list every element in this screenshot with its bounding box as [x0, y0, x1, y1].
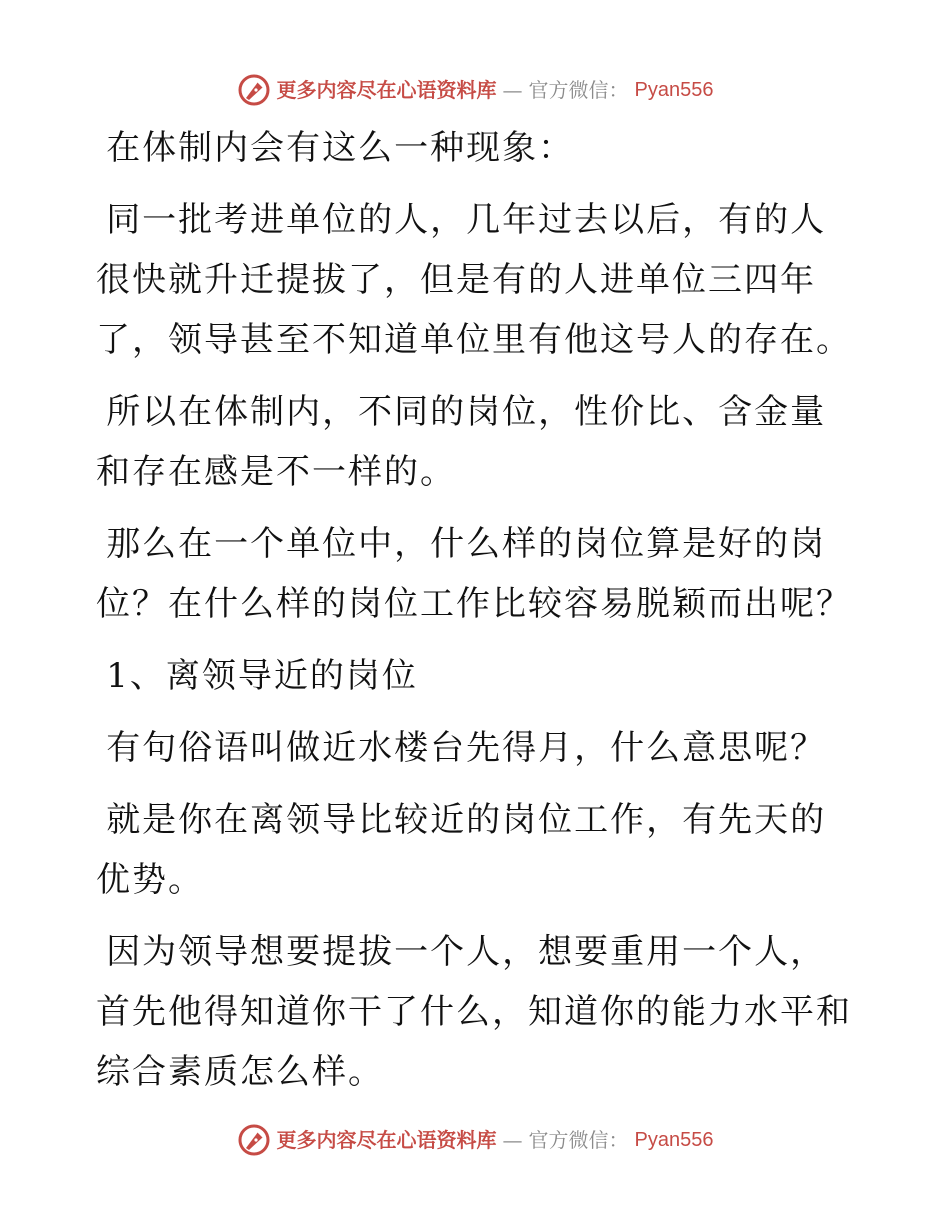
paragraph-6: 就是你在离领导比较近的岗位工作，有先天的优势。: [96, 800, 827, 900]
pen-nib-logo-icon: [237, 1123, 271, 1157]
document-body: [96, 118, 856, 1102]
header-brand-text: 更多内容尽在心语资料库: [276, 78, 497, 102]
header-watermark: [237, 70, 714, 110]
paragraph-2: 同一批考进单位的人，几年过去以后，有的人很快就升迁提拔了，但是有的人进单位三四年了，领导甚至不知道单位里有他这号人的存在。: [96, 200, 852, 360]
footer-brand-text: 更多内容尽在心语资料库: [276, 1128, 497, 1152]
footer-watermark-banner: [0, 1120, 950, 1160]
header-wechat-id: Pyan556: [634, 79, 714, 101]
paragraph-7: 因为领导想要提拔一个人，想要重用一个人，首先他得知道你干了什么，知道你的能力水平和综合素质怎么样。: [96, 932, 852, 1092]
header-wechat-label: 官方微信：: [528, 78, 629, 102]
paragraph-3: 所以在体制内，不同的岗位，性价比、含金量和存在感是不一样的。: [96, 392, 827, 492]
footer-watermark: [237, 1120, 714, 1160]
footer-wechat-id: Pyan556: [634, 1129, 714, 1151]
pen-nib-logo-icon: [237, 73, 271, 107]
paragraph-1: 在体制内会有这么一种现象：: [106, 128, 575, 168]
header-watermark-banner: [0, 70, 950, 110]
header-separator: —: [502, 78, 523, 102]
paragraph-4: 那么在一个单位中，什么样的岗位算是好的岗位？在什么样的岗位工作比较容易脱颖而出呢？: [96, 524, 852, 624]
footer-wechat-label: 官方微信：: [528, 1128, 629, 1152]
paragraph-5: 有句俗语叫做近水楼台先得月，什么意思呢？: [106, 728, 827, 768]
footer-separator: —: [502, 1128, 523, 1152]
section-heading: 1、离领导近的岗位: [106, 656, 418, 696]
